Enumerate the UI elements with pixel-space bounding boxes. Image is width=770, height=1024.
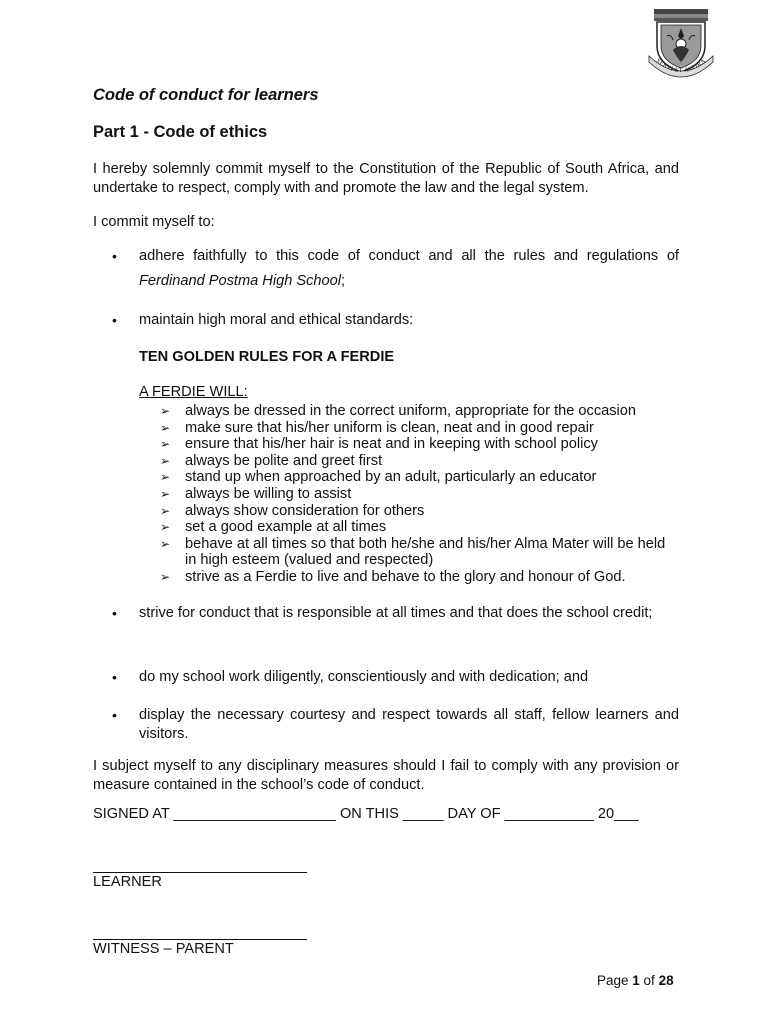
arrow-bullet-icon: ➢ bbox=[160, 486, 171, 501]
arrow-bullet-icon: ➢ bbox=[160, 420, 171, 435]
rule-item: ➢ set a good example at all times bbox=[160, 519, 387, 536]
arrow-bullet-icon: ➢ bbox=[160, 569, 171, 584]
bullet-3-text: strive for conduct that is responsible at all times and that does the school credit; bbox=[139, 605, 653, 621]
bullet-4-dot: • bbox=[112, 669, 117, 685]
witness-label: WITNESS – PARENT bbox=[93, 941, 234, 957]
page-number: Page 1 of 28 bbox=[597, 973, 674, 988]
witness-signature-line bbox=[93, 939, 307, 940]
ferdie-will-label: A FERDIE WILL: bbox=[139, 384, 248, 400]
school-name: Ferdinand Postma High School bbox=[139, 273, 341, 289]
bullet-3-dot: • bbox=[112, 605, 117, 621]
learner-label: LEARNER bbox=[93, 874, 162, 890]
part-title: Part 1 - Code of ethics bbox=[93, 123, 268, 141]
document-title: Code of conduct for learners bbox=[93, 86, 319, 104]
rule-item: ➢ behave at all times so that both he/she and his/her Alma Mater will be held in high esteem (valued and respected) bbox=[160, 535, 666, 569]
commit-label: I commit myself to: bbox=[93, 214, 215, 230]
arrow-bullet-icon: ➢ bbox=[160, 437, 171, 452]
intro-paragraph: I hereby solemnly commit myself to the Constitution of the Republic of South Africa, and undertake to respect, comply with and promote the law and the legal system. bbox=[93, 161, 679, 196]
arrow-bullet-icon: ➢ bbox=[160, 404, 171, 418]
arrow-bullet-icon: ➢ bbox=[160, 536, 171, 551]
rule-item: ➢ always be dressed in the correct uniform, appropriate for the occasion bbox=[160, 403, 637, 419]
rule-item: ➢ make sure that his/her uniform is clean, neat and in good repair bbox=[160, 419, 594, 436]
learner-signature-line bbox=[93, 872, 307, 873]
bullet-2-text: maintain high moral and ethical standards: bbox=[139, 312, 414, 328]
rule-item: ➢ strive as a Ferdie to live and behave to the glory and honour of God. bbox=[160, 568, 626, 585]
golden-rules-list bbox=[160, 403, 680, 586]
bullet-4-text: do my school work diligently, conscientiously and with dedication; and bbox=[139, 669, 589, 685]
crest-motto: SERVI ET ASPIRA bbox=[654, 57, 708, 75]
arrow-bullet-icon: ➢ bbox=[160, 503, 171, 518]
rule-item: ➢ always be polite and greet first bbox=[160, 452, 383, 469]
rule-item: ➢ always show consideration for others bbox=[160, 502, 425, 519]
rule-item: ➢ always be willing to assist bbox=[160, 485, 352, 502]
rule-item: ➢ stand up when approached by an adult, particularly an educator bbox=[160, 469, 597, 486]
golden-rules-heading: TEN GOLDEN RULES FOR A FERDIE bbox=[139, 349, 395, 365]
bullet-1-text: adhere faithfully to this code of conduct and all the rules and regulations of Ferdinand Postma High School; bbox=[139, 248, 679, 289]
arrow-bullet-icon: ➢ bbox=[160, 520, 171, 535]
rule-item: ➢ ensure that his/her hair is neat and in keeping with school policy bbox=[160, 436, 598, 453]
arrow-bullet-icon: ➢ bbox=[160, 453, 171, 468]
arrow-bullet-icon: ➢ bbox=[160, 470, 171, 485]
bullet-2-dot: • bbox=[112, 312, 117, 328]
disciplinary-paragraph: I subject myself to any disciplinary measures should I fail to comply with any provision or measure contained in the school’s code of conduct. bbox=[93, 758, 679, 793]
bullet-5-text: display the necessary courtesy and respect towards all staff, fellow learners and visitors. bbox=[139, 707, 679, 742]
signed-at-line: SIGNED AT ____________________ ON THIS _____ DAY OF ___________ 20___ bbox=[93, 806, 639, 822]
bullet-1-dot: • bbox=[112, 248, 117, 264]
school-crest-logo bbox=[643, 6, 719, 82]
bullet-5-dot: • bbox=[112, 707, 117, 723]
